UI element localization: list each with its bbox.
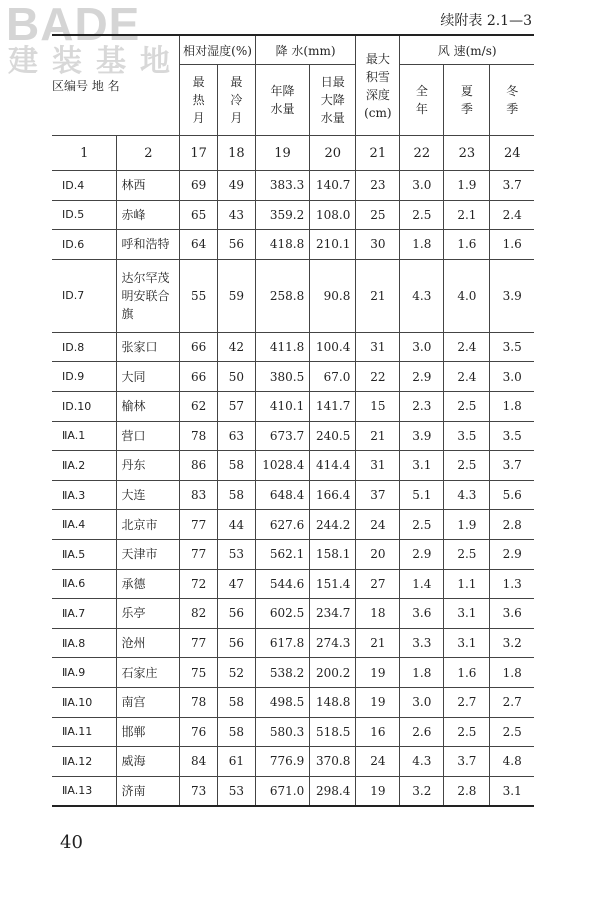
wind-annual: 3.6 [400, 599, 444, 629]
max-daily-precip: 234.7 [310, 599, 356, 629]
place-name: 张家口 [117, 332, 180, 362]
humidity-coldest: 58 [218, 717, 256, 747]
humidity-coldest: 58 [218, 687, 256, 717]
humidity-hottest: 78 [180, 687, 218, 717]
humidity-coldest: 52 [218, 658, 256, 688]
station-code: ⅠD.8 [52, 332, 117, 362]
humidity-hottest: 77 [180, 510, 218, 540]
place-name: 南宫 [117, 687, 180, 717]
place-name: 呼和浩特 [117, 230, 180, 260]
place-name: 北京市 [117, 510, 180, 540]
wind-summer: 4.0 [444, 259, 490, 332]
wind-annual: 3.3 [400, 628, 444, 658]
table-row [52, 362, 534, 392]
col-number: 20 [310, 136, 356, 171]
table-row [52, 569, 534, 599]
humidity-hottest: 77 [180, 628, 218, 658]
annual-precip: 380.5 [255, 362, 309, 392]
col-number: 19 [255, 136, 309, 171]
annual-precip: 648.4 [255, 480, 309, 510]
table-row [52, 747, 534, 777]
max-daily-precip: 90.8 [310, 259, 356, 332]
wind-winter: 5.6 [490, 480, 534, 510]
annual-precip: 602.5 [255, 599, 309, 629]
wind-winter: 1.8 [490, 658, 534, 688]
wind-winter: 1.6 [490, 230, 534, 260]
place-name: 大连 [117, 480, 180, 510]
humidity-coldest: 63 [218, 421, 256, 451]
humidity-hottest: 72 [180, 569, 218, 599]
max-snow-depth: 15 [356, 391, 400, 421]
climate-table [52, 34, 534, 807]
humidity-hottest: 78 [180, 421, 218, 451]
max-snow-depth: 23 [356, 171, 400, 201]
table-row [52, 259, 534, 332]
max-snow-depth: 27 [356, 569, 400, 599]
max-daily-precip: 244.2 [310, 510, 356, 540]
station-code: ⅡA.4 [52, 510, 117, 540]
wind-summer: 3.7 [444, 747, 490, 777]
wind-annual: 5.1 [400, 480, 444, 510]
table-row [52, 332, 534, 362]
humidity-hottest: 75 [180, 658, 218, 688]
wind-annual: 1.8 [400, 658, 444, 688]
table-row [52, 687, 534, 717]
table-row [52, 480, 534, 510]
max-daily-precip: 141.7 [310, 391, 356, 421]
annual-precip: 359.2 [255, 200, 309, 230]
precip-daymax-header: 日最大降水量 [310, 65, 356, 136]
station-code: ⅠD.7 [52, 259, 117, 332]
max-snow-depth: 18 [356, 599, 400, 629]
station-code: ⅡA.12 [52, 747, 117, 777]
wind-winter: 1.8 [490, 391, 534, 421]
max-snow-depth: 37 [356, 480, 400, 510]
max-snow-depth: 21 [356, 421, 400, 451]
max-daily-precip: 200.2 [310, 658, 356, 688]
wind-summer: 1.1 [444, 569, 490, 599]
table-body [52, 171, 534, 807]
hum-hot-header: 最热月 [180, 65, 218, 136]
table-row [52, 539, 534, 569]
humidity-coldest: 43 [218, 200, 256, 230]
humidity-hottest: 64 [180, 230, 218, 260]
max-snow-depth: 21 [356, 628, 400, 658]
max-daily-precip: 148.8 [310, 687, 356, 717]
wind-annual: 4.3 [400, 747, 444, 777]
wind-winter: 4.8 [490, 747, 534, 777]
table-row [52, 510, 534, 540]
max-daily-precip: 140.7 [310, 171, 356, 201]
humidity-hottest: 84 [180, 747, 218, 777]
annual-precip: 562.1 [255, 539, 309, 569]
place-name: 石家庄 [117, 658, 180, 688]
wind-annual: 2.5 [400, 510, 444, 540]
table-row [52, 658, 534, 688]
wind-winter: 2.4 [490, 200, 534, 230]
hum-cold-header: 最冷月 [218, 65, 256, 136]
wind-winter-header: 冬季 [490, 65, 534, 136]
humidity-coldest: 50 [218, 362, 256, 392]
wind-summer: 2.5 [444, 539, 490, 569]
max-snow-depth: 24 [356, 747, 400, 777]
wind-winter: 3.6 [490, 599, 534, 629]
annual-precip: 498.5 [255, 687, 309, 717]
annual-precip: 383.3 [255, 171, 309, 201]
max-snow-depth: 31 [356, 332, 400, 362]
humidity-hottest: 77 [180, 539, 218, 569]
max-daily-precip: 158.1 [310, 539, 356, 569]
max-daily-precip: 210.1 [310, 230, 356, 260]
station-code: ⅠD.9 [52, 362, 117, 392]
max-snow-depth: 30 [356, 230, 400, 260]
max-daily-precip: 414.4 [310, 451, 356, 481]
max-snow-depth: 20 [356, 539, 400, 569]
wind-summer: 1.6 [444, 658, 490, 688]
humidity-hottest: 86 [180, 451, 218, 481]
logo-brand: BADE [6, 0, 141, 50]
max-daily-precip: 100.4 [310, 332, 356, 362]
wind-winter: 3.7 [490, 451, 534, 481]
table-row [52, 451, 534, 481]
max-daily-precip: 274.3 [310, 628, 356, 658]
table-row [52, 230, 534, 260]
station-code: ⅡA.10 [52, 687, 117, 717]
col-number: 1 [52, 136, 117, 171]
precip-year-header: 年降水量 [255, 65, 309, 136]
table-row [52, 717, 534, 747]
humidity-coldest: 44 [218, 510, 256, 540]
max-snow-depth: 22 [356, 362, 400, 392]
max-snow-depth: 24 [356, 510, 400, 540]
annual-precip: 580.3 [255, 717, 309, 747]
max-snow-depth: 25 [356, 200, 400, 230]
table-row [52, 391, 534, 421]
col-number: 21 [356, 136, 400, 171]
annual-precip: 673.7 [255, 421, 309, 451]
table-row [52, 171, 534, 201]
max-snow-depth: 16 [356, 717, 400, 747]
annual-precip: 410.1 [255, 391, 309, 421]
wind-winter: 2.8 [490, 510, 534, 540]
wind-year-header: 全年 [400, 65, 444, 136]
station-code: ⅡA.3 [52, 480, 117, 510]
max-snow-depth: 19 [356, 687, 400, 717]
humidity-header: 相对湿度(%) [180, 35, 255, 65]
wind-summer: 1.6 [444, 230, 490, 260]
wind-summer: 2.7 [444, 687, 490, 717]
annual-precip: 544.6 [255, 569, 309, 599]
annual-precip: 538.2 [255, 658, 309, 688]
station-code: ⅠD.6 [52, 230, 117, 260]
max-daily-precip: 370.8 [310, 747, 356, 777]
humidity-coldest: 47 [218, 569, 256, 599]
max-daily-precip: 518.5 [310, 717, 356, 747]
wind-header: 风 速(m/s) [400, 35, 534, 65]
humidity-hottest: 66 [180, 332, 218, 362]
wind-annual: 1.4 [400, 569, 444, 599]
place-name: 天津市 [117, 539, 180, 569]
col-number: 24 [490, 136, 534, 171]
table-row [52, 200, 534, 230]
table-row [52, 599, 534, 629]
wind-summer: 2.8 [444, 776, 490, 806]
wind-annual: 2.9 [400, 362, 444, 392]
annual-precip: 671.0 [255, 776, 309, 806]
wind-summer: 3.1 [444, 628, 490, 658]
max-daily-precip: 166.4 [310, 480, 356, 510]
place-name: 赤峰 [117, 200, 180, 230]
place-name: 达尔罕茂明安联合旗 [117, 259, 180, 332]
humidity-coldest: 61 [218, 747, 256, 777]
wind-summer: 2.4 [444, 332, 490, 362]
max-snow-depth: 19 [356, 776, 400, 806]
max-daily-precip: 67.0 [310, 362, 356, 392]
station-code: ⅡA.7 [52, 599, 117, 629]
humidity-hottest: 65 [180, 200, 218, 230]
wind-winter: 3.5 [490, 421, 534, 451]
humidity-coldest: 53 [218, 776, 256, 806]
station-code: ⅡA.1 [52, 421, 117, 451]
place-name: 邯郸 [117, 717, 180, 747]
wind-summer: 2.5 [444, 717, 490, 747]
wind-winter: 1.3 [490, 569, 534, 599]
wind-summer: 2.5 [444, 451, 490, 481]
place-name: 丹东 [117, 451, 180, 481]
humidity-coldest: 56 [218, 628, 256, 658]
station-code: ⅡA.6 [52, 569, 117, 599]
station-code: ⅡA.5 [52, 539, 117, 569]
station-header: 区编号 地 名 [52, 35, 180, 136]
wind-annual: 3.0 [400, 171, 444, 201]
wind-winter: 3.2 [490, 628, 534, 658]
humidity-coldest: 57 [218, 391, 256, 421]
station-code: ⅡA.2 [52, 451, 117, 481]
humidity-coldest: 56 [218, 230, 256, 260]
table-caption: 续附表 2.1—3 [440, 13, 532, 29]
max-snow-depth: 21 [356, 259, 400, 332]
col-number: 18 [218, 136, 256, 171]
humidity-hottest: 83 [180, 480, 218, 510]
wind-summer: 3.5 [444, 421, 490, 451]
station-code: ⅠD.10 [52, 391, 117, 421]
max-daily-precip: 151.4 [310, 569, 356, 599]
max-snow-depth: 31 [356, 451, 400, 481]
wind-annual: 3.2 [400, 776, 444, 806]
place-name: 济南 [117, 776, 180, 806]
wind-winter: 3.5 [490, 332, 534, 362]
place-name: 沧州 [117, 628, 180, 658]
humidity-hottest: 66 [180, 362, 218, 392]
wind-annual: 3.0 [400, 687, 444, 717]
place-name: 林西 [117, 171, 180, 201]
wind-annual: 2.6 [400, 717, 444, 747]
annual-precip: 627.6 [255, 510, 309, 540]
station-code: ⅡA.8 [52, 628, 117, 658]
humidity-hottest: 69 [180, 171, 218, 201]
place-name: 大同 [117, 362, 180, 392]
annual-precip: 258.8 [255, 259, 309, 332]
station-code: ⅡA.9 [52, 658, 117, 688]
humidity-coldest: 49 [218, 171, 256, 201]
station-code: ⅠD.5 [52, 200, 117, 230]
wind-annual: 2.9 [400, 539, 444, 569]
wind-annual: 2.3 [400, 391, 444, 421]
wind-winter: 3.1 [490, 776, 534, 806]
wind-winter: 3.0 [490, 362, 534, 392]
page-number: 40 [60, 832, 83, 853]
humidity-coldest: 58 [218, 480, 256, 510]
humidity-hottest: 73 [180, 776, 218, 806]
max-daily-precip: 108.0 [310, 200, 356, 230]
place-name: 威海 [117, 747, 180, 777]
place-name: 榆林 [117, 391, 180, 421]
station-code: ⅡA.11 [52, 717, 117, 747]
station-code: ⅠD.4 [52, 171, 117, 201]
annual-precip: 418.8 [255, 230, 309, 260]
wind-summer-header: 夏季 [444, 65, 490, 136]
logo-subtitle: 建装基地 [8, 44, 184, 79]
col-number: 2 [117, 136, 180, 171]
max-daily-precip: 240.5 [310, 421, 356, 451]
max-daily-precip: 298.4 [310, 776, 356, 806]
humidity-hottest: 76 [180, 717, 218, 747]
wind-summer: 1.9 [444, 171, 490, 201]
table-row [52, 776, 534, 806]
humidity-hottest: 62 [180, 391, 218, 421]
place-name: 承德 [117, 569, 180, 599]
snow-header: 最大积雪深度(cm) [356, 35, 400, 136]
humidity-hottest: 55 [180, 259, 218, 332]
humidity-coldest: 53 [218, 539, 256, 569]
wind-summer: 2.5 [444, 391, 490, 421]
station-code: ⅡA.13 [52, 776, 117, 806]
annual-precip: 1028.4 [255, 451, 309, 481]
col-number: 17 [180, 136, 218, 171]
col-number: 23 [444, 136, 490, 171]
wind-annual: 2.5 [400, 200, 444, 230]
max-snow-depth: 19 [356, 658, 400, 688]
humidity-hottest: 82 [180, 599, 218, 629]
wind-annual: 3.1 [400, 451, 444, 481]
table-row [52, 421, 534, 451]
wind-annual: 3.0 [400, 332, 444, 362]
wind-winter: 3.9 [490, 259, 534, 332]
wind-winter: 2.9 [490, 539, 534, 569]
annual-precip: 617.8 [255, 628, 309, 658]
humidity-coldest: 58 [218, 451, 256, 481]
humidity-coldest: 59 [218, 259, 256, 332]
humidity-coldest: 56 [218, 599, 256, 629]
wind-summer: 2.4 [444, 362, 490, 392]
place-name: 营口 [117, 421, 180, 451]
annual-precip: 411.8 [255, 332, 309, 362]
wind-winter: 3.7 [490, 171, 534, 201]
wind-winter: 2.5 [490, 717, 534, 747]
wind-annual: 1.8 [400, 230, 444, 260]
climate-table-container [52, 34, 534, 807]
wind-summer: 2.1 [444, 200, 490, 230]
table-row [52, 628, 534, 658]
wind-summer: 4.3 [444, 480, 490, 510]
wind-summer: 3.1 [444, 599, 490, 629]
wind-annual: 4.3 [400, 259, 444, 332]
wind-summer: 1.9 [444, 510, 490, 540]
place-name: 乐亭 [117, 599, 180, 629]
wind-annual: 3.9 [400, 421, 444, 451]
annual-precip: 776.9 [255, 747, 309, 777]
wind-winter: 2.7 [490, 687, 534, 717]
precip-header: 降 水(mm) [255, 35, 356, 65]
humidity-coldest: 42 [218, 332, 256, 362]
col-number: 22 [400, 136, 444, 171]
